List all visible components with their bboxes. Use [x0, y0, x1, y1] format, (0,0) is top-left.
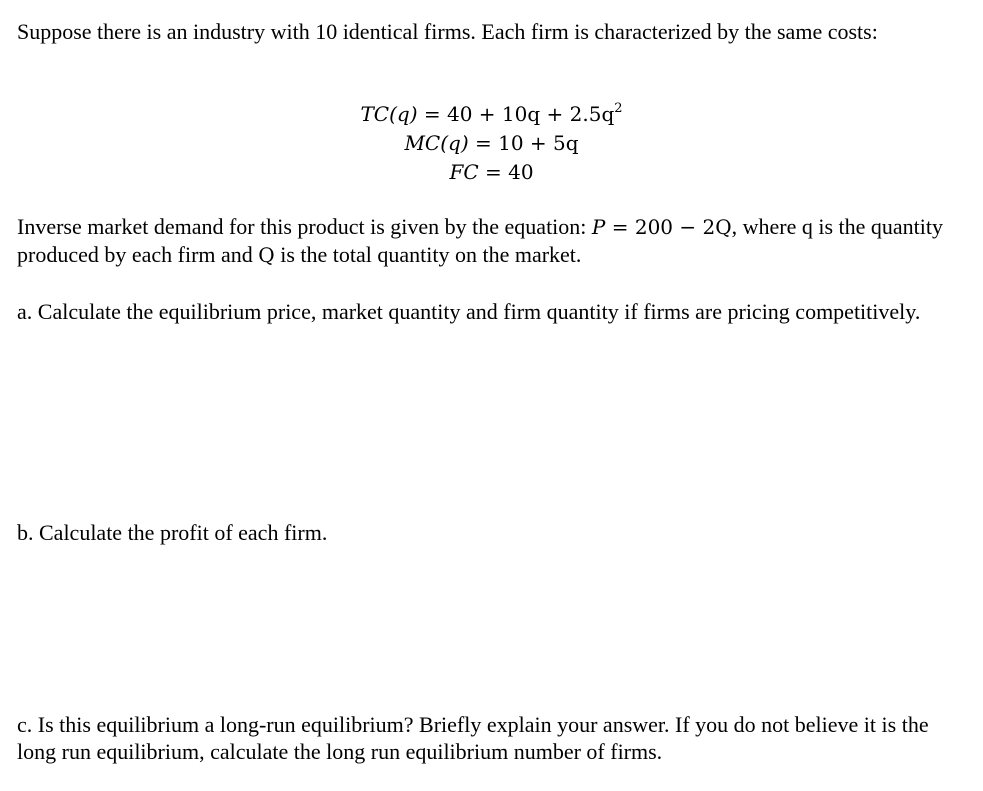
demand-equation: [592, 215, 732, 239]
fixed-cost-equation: [0, 158, 983, 187]
intro-paragraph: Suppose there is an industry with 10 identical firms. Each firm is characterized by the same costs:: [17, 19, 878, 44]
marginal-cost-equation: [0, 129, 983, 158]
question-a: a. Calculate the equilibrium price, market quantity and firm quantity if firms are pricing competitively.: [17, 299, 921, 324]
demand-text-before: Inverse market demand for this product is given by the equation:: [17, 214, 592, 239]
demand-paragraph: [17, 213, 962, 269]
fixed-cost-rhs: = 40: [478, 160, 534, 184]
total-cost-equation: [0, 100, 983, 129]
price-variable: P: [591, 215, 606, 239]
demand-equation-rest: = 200 − 2Q: [605, 215, 732, 239]
market-quantity-variable: Q: [258, 243, 275, 267]
demand-text-middle: , where q is the quantity produced by each firm and: [17, 214, 944, 267]
question-b: b. Calculate the profit of each firm.: [17, 520, 328, 545]
cost-equations: [0, 100, 983, 187]
total-cost-lhs: TC(q): [360, 102, 418, 126]
marginal-cost-rhs: = 10 + 5q: [468, 131, 579, 155]
total-cost-exponent: 2: [614, 101, 623, 116]
question-c: c. Is this equilibrium a long-run equilibrium? Briefly explain your answer. If you do not believe it is the long run equilibrium, calculate the long run equilibrium number of firms.: [17, 712, 929, 764]
marginal-cost-lhs: MC(q): [404, 131, 469, 155]
fixed-cost-lhs: FC: [449, 160, 479, 184]
total-cost-rhs: = 40 + 10q + 2.5q: [417, 102, 615, 126]
demand-text-after: is the total quantity on the market.: [274, 242, 582, 267]
